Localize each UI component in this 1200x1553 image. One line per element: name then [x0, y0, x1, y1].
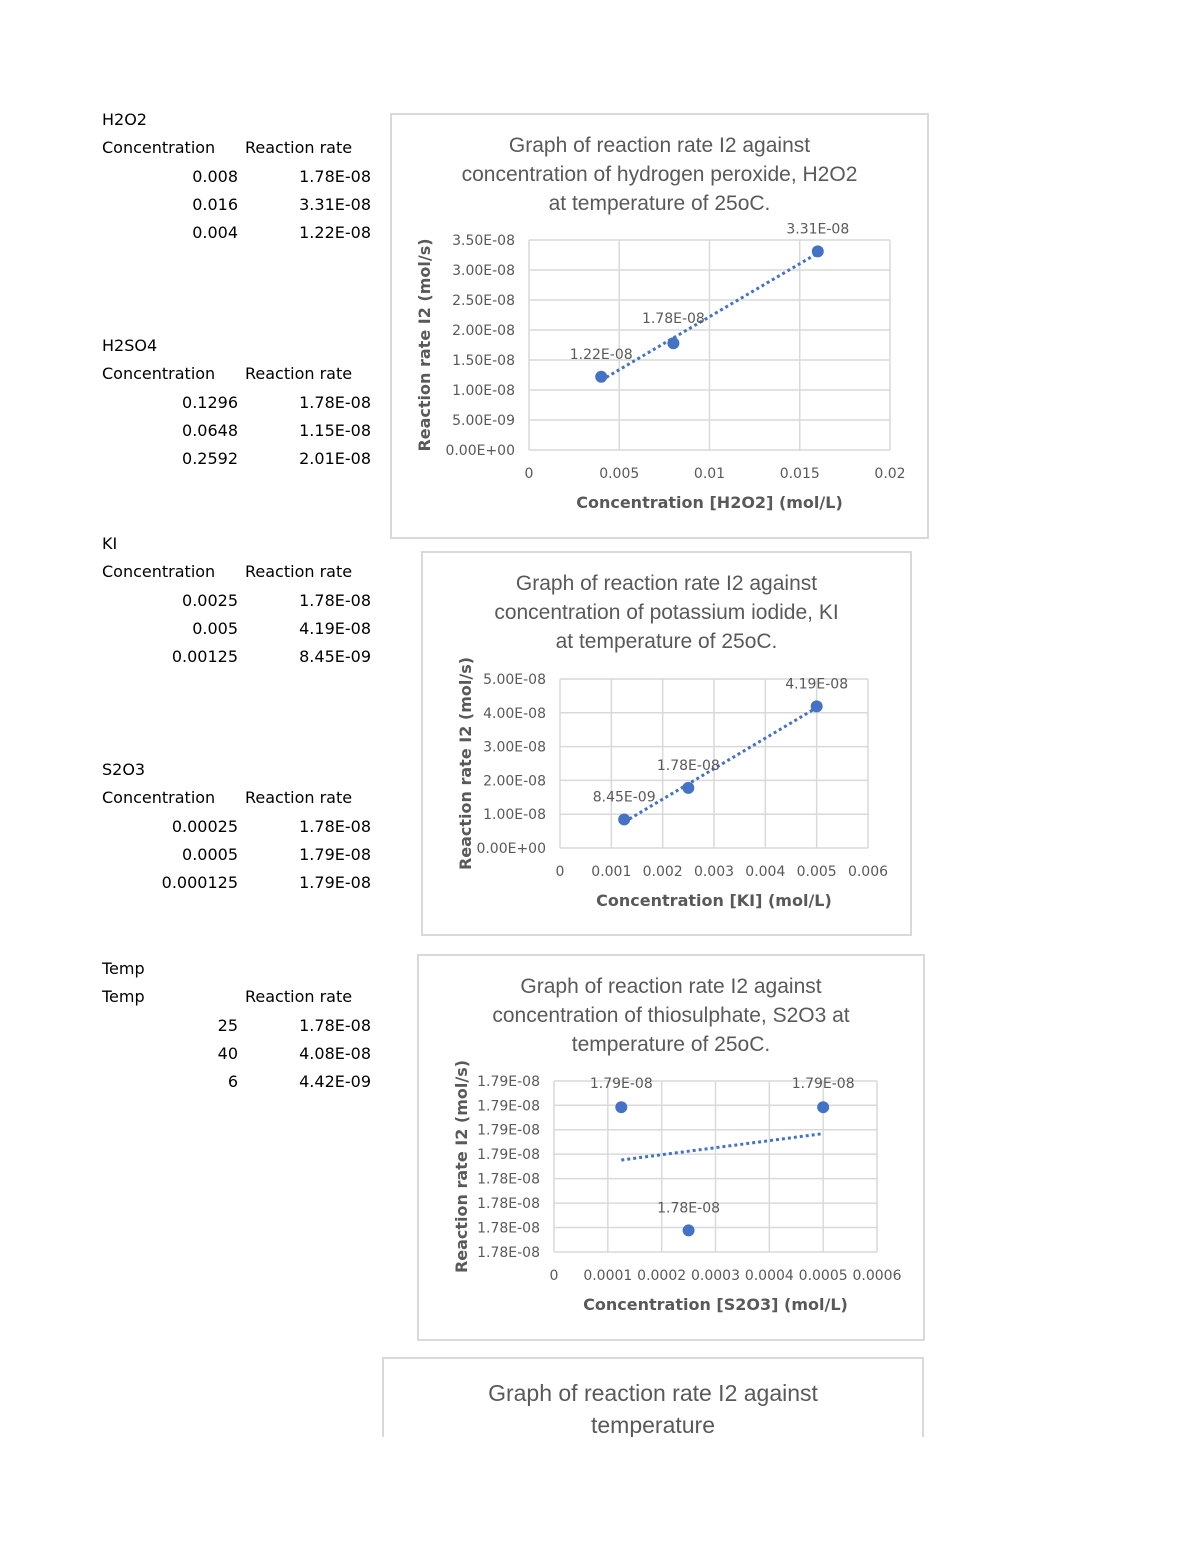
- y-tick-label: 5.00E-09: [452, 413, 515, 429]
- concentration-cell: 0.0648: [182, 421, 238, 440]
- concentration-cell: 0.0025: [182, 591, 238, 610]
- x-tick-label: 0: [549, 1268, 559, 1284]
- chart-title: [384, 1377, 922, 1437]
- column-header-temp: Temp: [102, 987, 145, 1006]
- data-point: [683, 1224, 695, 1236]
- concentration-cell: 0.2592: [182, 449, 238, 468]
- chart-plot: [392, 115, 927, 537]
- concentration-cell: 0.008: [192, 167, 238, 186]
- x-tick-label: 0.0004: [744, 1268, 794, 1284]
- chart-title-line: concentration of potassium iodide, KI: [494, 601, 839, 624]
- rate-cell: 1.78E-08: [299, 393, 371, 412]
- chart-title-line: Graph of reaction rate I2 against: [515, 572, 818, 595]
- chart-plot: [423, 553, 910, 934]
- y-tick-label: 3.00E-08: [452, 263, 515, 279]
- chart-title-line: at temperature of 25oC.: [555, 630, 778, 653]
- column-header-reaction-rate: Reaction rate: [245, 987, 353, 1006]
- x-tick-label: 0.0005: [798, 1268, 848, 1284]
- y-tick-label: 1.00E-08: [452, 383, 515, 399]
- chart-title-line: temperature of 25oC.: [571, 1033, 771, 1056]
- data-label: 1.78E-08: [657, 1200, 721, 1217]
- data-point: [817, 1101, 829, 1113]
- x-tick-label: 0: [555, 864, 565, 880]
- rate-cell: 4.19E-08: [299, 619, 371, 638]
- rate-cell: 4.08E-08: [299, 1044, 371, 1063]
- column-header-reaction-rate: Reaction rate: [245, 788, 353, 807]
- y-tick-label: 1.79E-08: [477, 1098, 540, 1115]
- rate-cell: 1.78E-08: [299, 1016, 371, 1035]
- data-label: 4.19E-08: [785, 676, 849, 693]
- y-tick-label: 1.79E-08: [477, 1074, 540, 1090]
- x-tick-label: 0.004: [745, 864, 786, 880]
- x-tick-label: 0.0006: [852, 1268, 902, 1284]
- rate-cell: 1.15E-08: [299, 421, 371, 440]
- concentration-cell: 0.005: [192, 619, 238, 638]
- data-label: 1.22E-08: [569, 346, 633, 363]
- rate-cell: 1.78E-08: [299, 817, 371, 836]
- x-axis-title: Concentration [H2O2] (mol/L): [576, 493, 843, 512]
- rate-cell: 4.42E-09: [299, 1072, 371, 1091]
- y-tick-label: 0.00E+00: [445, 443, 515, 459]
- data-label: 1.79E-08: [589, 1076, 653, 1093]
- chart-title-line: temperature: [590, 1412, 715, 1437]
- y-tick-label: 5.00E-08: [483, 672, 546, 688]
- column-header-concentration: Concentration: [102, 562, 216, 581]
- x-tick-label: 0.0001: [583, 1268, 633, 1284]
- x-tick-label: 0.001: [591, 864, 632, 880]
- y-axis-title: Reaction rate I2 (mol/s): [456, 656, 475, 871]
- x-tick-label: 0.003: [693, 864, 735, 880]
- table-label: KI: [102, 534, 118, 553]
- chart-ki[interactable]: [421, 551, 912, 936]
- rate-cell: 1.79E-08: [299, 845, 371, 864]
- table-label: H2SO4: [102, 336, 158, 355]
- y-tick-label: 0.00E+00: [476, 841, 546, 857]
- y-axis-title: Reaction rate I2 (mol/s): [452, 1059, 471, 1274]
- concentration-cell: 0.1296: [182, 393, 238, 412]
- table-label: H2O2: [102, 110, 147, 129]
- data-label: 1.79E-08: [791, 1076, 855, 1093]
- x-tick-label: 0.006: [847, 864, 889, 880]
- concentration-cell: 0.004: [192, 223, 238, 242]
- y-tick-label: 3.50E-08: [452, 233, 515, 249]
- x-tick-label: 0.0002: [637, 1268, 687, 1284]
- x-tick-label: 0.005: [796, 864, 837, 880]
- chart-title-line: concentration of thiosulphate, S2O3 at: [492, 1004, 850, 1027]
- x-tick-label: 0.015: [779, 466, 820, 482]
- chart-temperature[interactable]: [382, 1357, 924, 1437]
- x-tick-label: 0: [524, 466, 534, 482]
- data-point: [667, 337, 679, 349]
- rate-cell: 1.79E-08: [299, 873, 371, 892]
- rate-cell: 3.31E-08: [299, 195, 371, 214]
- rate-cell: 1.78E-08: [299, 167, 371, 186]
- concentration-cell: 0.016: [192, 195, 238, 214]
- chart-title-line: at temperature of 25oC.: [548, 192, 771, 215]
- y-tick-label: 1.50E-08: [452, 353, 515, 369]
- concentration-cell: 0.000125: [161, 873, 238, 892]
- table-label: Temp: [102, 959, 145, 978]
- chart-title-line: Graph of reaction rate I2 against: [520, 975, 822, 998]
- data-label: 1.78E-08: [641, 311, 705, 328]
- x-tick-label: 0.005: [599, 466, 640, 482]
- x-tick-label: 0.002: [642, 864, 683, 880]
- column-header-reaction-rate: Reaction rate: [245, 364, 353, 383]
- temp-cell: 25: [217, 1016, 238, 1035]
- column-header-reaction-rate: Reaction rate: [245, 138, 353, 157]
- data-point: [812, 245, 824, 257]
- y-tick-label: 1.78E-08: [477, 1171, 540, 1188]
- temp-cell: 6: [227, 1072, 238, 1091]
- column-header-concentration: Concentration: [102, 788, 216, 807]
- y-tick-label: 2.00E-08: [483, 773, 546, 790]
- data-point: [811, 700, 823, 712]
- data-point: [618, 813, 630, 825]
- data-label: 3.31E-08: [786, 221, 850, 238]
- y-tick-label: 1.00E-08: [483, 807, 546, 824]
- y-tick-label: 1.78E-08: [477, 1245, 540, 1261]
- y-tick-label: 1.78E-08: [477, 1196, 540, 1213]
- table-label: S2O3: [102, 760, 146, 779]
- column-header-concentration: Concentration: [102, 364, 216, 383]
- y-tick-label: 1.78E-08: [477, 1220, 540, 1237]
- data-label: 1.78E-08: [656, 757, 720, 774]
- x-tick-label: 0.01: [693, 466, 726, 482]
- chart-s2o3[interactable]: [417, 954, 925, 1341]
- data-label: 8.45E-09: [592, 789, 656, 806]
- x-tick-label: 0.02: [874, 466, 906, 482]
- concentration-cell: 0.00025: [171, 817, 238, 836]
- chart-plot: [419, 956, 923, 1339]
- y-tick-label: 1.79E-08: [477, 1122, 540, 1139]
- column-header-reaction-rate: Reaction rate: [245, 562, 353, 581]
- y-axis-title: Reaction rate I2 (mol/s): [415, 238, 434, 452]
- y-tick-label: 2.50E-08: [452, 293, 515, 309]
- x-axis-title: Concentration [KI] (mol/L): [596, 891, 832, 910]
- chart-title-line: Graph of reaction rate I2 against: [508, 134, 811, 157]
- data-point: [615, 1101, 627, 1113]
- column-header-concentration: Concentration: [102, 138, 216, 157]
- x-tick-label: 0.0003: [691, 1268, 740, 1284]
- chart-h2o2[interactable]: [390, 113, 929, 539]
- y-tick-label: 2.00E-08: [452, 323, 515, 339]
- trendline: [621, 1134, 823, 1160]
- chart-title-line: concentration of hydrogen peroxide, H2O2: [461, 163, 858, 186]
- concentration-cell: 0.0005: [182, 845, 238, 864]
- rate-cell: 8.45E-09: [299, 647, 371, 666]
- concentration-cell: 0.00125: [171, 647, 238, 666]
- y-tick-label: 4.00E-08: [483, 705, 546, 722]
- rate-cell: 1.78E-08: [299, 591, 371, 610]
- y-tick-label: 3.00E-08: [483, 739, 546, 756]
- data-point: [682, 782, 694, 794]
- rate-cell: 2.01E-08: [299, 449, 371, 468]
- rate-cell: 1.22E-08: [299, 223, 371, 242]
- y-tick-label: 1.79E-08: [477, 1147, 540, 1164]
- chart-title-line: Graph of reaction rate I2 against: [488, 1380, 818, 1406]
- x-axis-title: Concentration [S2O3] (mol/L): [583, 1295, 848, 1314]
- data-point: [595, 371, 607, 383]
- temp-cell: 40: [217, 1044, 238, 1063]
